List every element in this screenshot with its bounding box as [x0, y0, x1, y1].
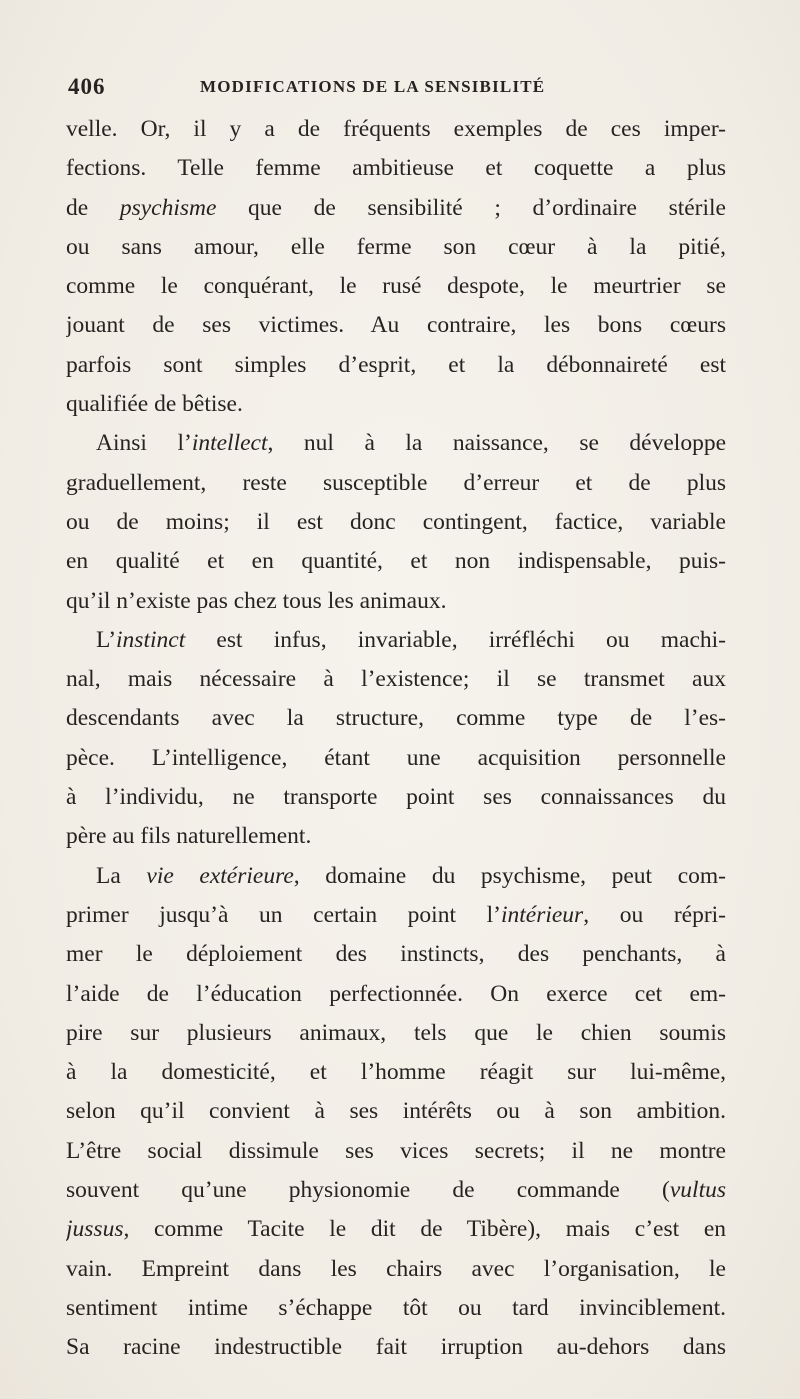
text-segment: à l’individu, ne transporte point ses connaissances du	[66, 784, 726, 811]
text-segment: qu’il n’existe pas chez tous les animaux.	[66, 587, 447, 614]
text-segment: parfois sont simples d’esprit, et la débonnaireté est	[66, 351, 726, 378]
italic-text: vie extérieure	[146, 862, 294, 889]
text-line	[66, 1171, 726, 1210]
running-head	[68, 74, 728, 104]
text-segment: vain. Empreint dans les chairs avec l’organisation, le	[66, 1255, 726, 1282]
text-line	[66, 189, 726, 228]
text-segment: de	[66, 194, 120, 221]
text-segment: mer le déploiement des instincts, des penchants, à	[66, 941, 726, 968]
text-segment: jouant de ses victimes. Au contraire, les bons cœurs	[66, 312, 726, 339]
text-segment: La	[96, 862, 147, 889]
text-segment: l’aide de l’éducation perfectionnée. On exerce cet em-	[66, 980, 726, 1007]
text-line	[66, 267, 726, 306]
text-line	[66, 975, 726, 1014]
text-segment: à la domesticité, et l’homme réagit sur lui-même,	[66, 1059, 726, 1086]
text-segment: est infus, invariable, irréfléchi ou machi-	[185, 626, 726, 653]
text-segment: L’	[96, 626, 117, 653]
italic-text: intellect	[191, 430, 268, 457]
text-segment: , nul à la naissance, se développe	[267, 430, 726, 457]
text-line	[66, 817, 726, 856]
text-segment: velle. Or, il y a de fréquents exemples de ces imper-	[66, 116, 726, 142]
text-line	[66, 582, 726, 621]
text-segment: en qualité et en quantité, et non indispensable, puis-	[66, 548, 726, 575]
text-line	[66, 464, 726, 503]
text-segment: souvent qu’une physionomie de commande (	[66, 1177, 670, 1204]
text-segment: , comme Tacite le dit de Tibère), mais c’est en	[123, 1216, 726, 1243]
text-line	[66, 503, 726, 542]
italic-text: psychisme	[119, 194, 217, 221]
text-segment: descendants avec la structure, comme type de l’es-	[66, 705, 726, 732]
text-line	[66, 542, 726, 581]
text-line	[66, 1092, 726, 1131]
text-line	[66, 621, 726, 660]
text-line	[66, 857, 726, 896]
text-segment: , domaine du psychisme, peut com-	[293, 862, 726, 889]
text-line	[66, 424, 726, 463]
text-segment: ou sans amour, elle ferme son cœur à la pitié,	[66, 233, 726, 260]
text-line	[66, 385, 726, 424]
text-segment: , ou répri-	[583, 901, 726, 928]
text-segment: ou de moins; il est donc contingent, factice, variable	[66, 508, 726, 535]
text-segment: comme le conquérant, le rusé despote, le meurtrier se	[66, 273, 726, 300]
text-line	[66, 1132, 726, 1171]
text-line	[66, 110, 726, 149]
text-segment: pèce. L’intelligence, étant une acquisition personnelle	[66, 744, 726, 771]
text-line	[66, 1053, 726, 1092]
text-line	[66, 346, 726, 385]
text-line	[66, 699, 726, 738]
text-segment: père au fils naturellement.	[66, 823, 312, 850]
text-line	[66, 1210, 726, 1249]
page-number: 406	[68, 74, 106, 99]
text-segment: fections. Telle femme ambitieuse et coquette a plus	[66, 155, 726, 182]
text-line	[66, 896, 726, 935]
text-segment: Sa racine indestructible fait irruption au-dehors dans	[66, 1334, 726, 1361]
chapter-title: MODIFICATIONS DE LA SENSIBILITÉ	[200, 77, 546, 96]
text-segment: qualifiée de bêtise.	[66, 391, 243, 418]
text-line	[66, 1014, 726, 1053]
italic-text: intérieur	[500, 901, 584, 928]
text-line	[66, 1289, 726, 1328]
text-line	[66, 1250, 726, 1289]
text-segment: que de sensibilité ; d’ordinaire stérile	[216, 194, 726, 221]
italic-text: instinct	[116, 626, 186, 653]
body-text	[66, 110, 726, 1368]
text-segment: Ainsi l’	[96, 430, 192, 457]
text-segment: selon qu’il convient à ses intérêts ou à son ambition.	[66, 1098, 726, 1125]
text-segment: sentiment intime s’échappe tôt ou tard invinciblement.	[66, 1294, 726, 1321]
text-line	[66, 1328, 726, 1367]
text-line	[66, 739, 726, 778]
text-segment: pire sur plusieurs animaux, tels que le chien soumis	[66, 1019, 726, 1046]
text-line	[66, 660, 726, 699]
italic-text: jussus	[66, 1216, 124, 1243]
text-segment: graduellement, reste susceptible d’erreur et de plus	[66, 469, 726, 496]
italic-text: vultus	[669, 1177, 726, 1204]
text-line	[66, 935, 726, 974]
text-segment: nal, mais nécessaire à l’existence; il se transmet aux	[66, 666, 726, 693]
text-segment: L’être social dissimule ses vices secrets; il ne montre	[66, 1137, 726, 1164]
text-line	[66, 149, 726, 188]
text-segment: primer jusqu’à un certain point l’	[66, 901, 501, 928]
text-line	[66, 306, 726, 345]
text-line	[66, 778, 726, 817]
text-line	[66, 228, 726, 267]
